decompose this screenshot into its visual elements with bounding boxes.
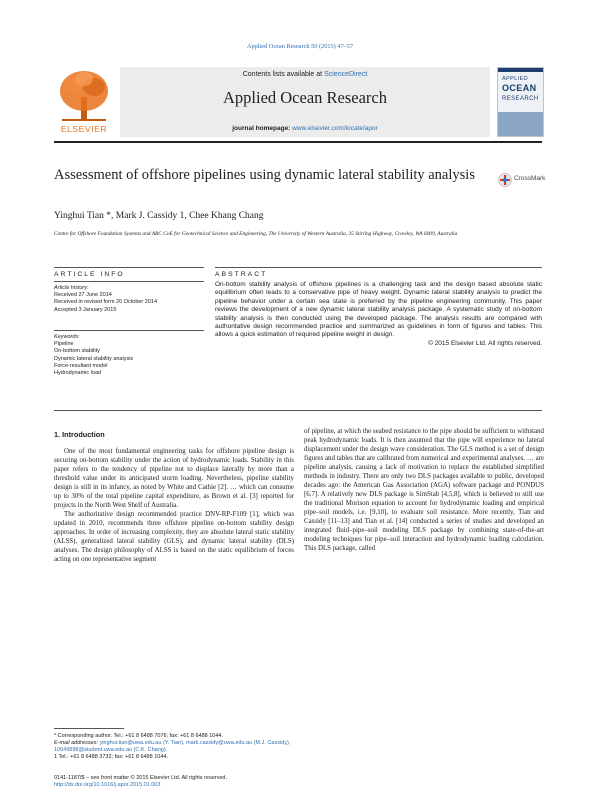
footnote-corresponding: * Corresponding author. Tel.: +61 8 6488 7076; fax: +61 8 6488 1044. [54,733,224,739]
left-text-column [54,447,294,717]
paragraph: One of the most fundamental engineering tasks for offshore pipeline design is securing on-bottom stability under the action of hydrodynamic loads. Stability in this paper refers to the tendency of pipeline not to displace laterally by more than a threshold value under its anticipated storm loading. Nevertheless, pipeline stability design is still in its infancy, as noted by White and Cathie [2]. … which can consume up to 30% of the total pipeline capital expenditure, as Brown et al. [3] reported for projects in the North West Shelf of Australia. [54,448,294,509]
history-label: Article history: [54,285,89,291]
contents-available-line [120,71,490,78]
abstract-heading: ABSTRACT [215,271,268,278]
keyword-item: Pipeline [54,341,74,348]
footnotes [54,733,294,761]
keyword-item: On-bottom stability [54,348,100,355]
right-text-column [304,427,544,767]
sciencedirect-link[interactable]: ScienceDirect [324,71,368,78]
keywords [54,334,204,377]
homepage-link[interactable]: www.elsevier.com/locate/apor [292,125,378,132]
emails-label: E-mail addresses: [54,740,99,746]
abstract-text: On-bottom stability analysis of offshore pipelines is a challenging task and the design based absolute static equilibrium often leads to a conservative pipe of heavy weight. Dynamic lateral stability analysis to predict the pipeline behavior under a certain sea state is preferred by the pipeline engineering community. This paper reviews the development of a new dynamic lateral stability analysis package. A systematic study of on-bottom stability analysis is then conducted using the developed package. The analysis results are compared with authoritative design recommended practice and summarized as guidelines in form of figures and tables. This allows a quick estimation of required pipeline weight in design. [215,281,542,339]
paragraph: The authoritative design recommended practice DNV-RP-F109 [1], which was updated in 2010, recommends three offshore pipeline on-bottom stability design approaches. In order of increasing complexity, they are absolute lateral static stability (ALSS), generalized lateral stability (GLS), and dynamic lateral stability (DLS) analyses. The design philosophy of ALSS is based on the static equilibrium of forces acting on one representative segment [54,511,294,563]
cover-word-applied: APPLIED [502,76,529,82]
footnote-tel: 1 Tel.: +61 8 6488 3732; fax: +61 8 6488 1044. [54,754,168,760]
keywords-label: Keywords: [54,334,80,340]
footnote-rule [54,728,124,729]
article-info-heading: ARTICLE INFO [54,271,125,278]
footnote-emails [54,740,294,754]
journal-cover-thumbnail [497,67,544,137]
keywords-rule [54,330,204,331]
crossmark-badge[interactable] [498,172,544,188]
article-info-subrule [54,281,204,282]
journal-reference[interactable]: Applied Ocean Research 50 (2015) 47–57 [246,43,354,50]
article-info-rule [54,267,204,268]
cover-image [498,112,543,136]
contents-prefix: Contents lists available at [242,71,323,78]
cover-top-bar [498,68,543,72]
abstract-bottom-rule [54,410,542,411]
author-affiliation: Centre for Offshore Foundation Systems and ARC CoE for Geotechnical Science and Engineering, The University of Western Australia, 35 Stirling Highway, Crawley, WA 6009, Australia [54,231,458,237]
history-received: Received 27 June 2014 [54,292,112,299]
page-footer [54,775,314,789]
keyword-item: Force-resultant model [54,362,108,369]
history-accepted: Accepted 3 January 2015 [54,306,117,313]
journal-title: Applied Ocean Research [222,88,387,107]
issn-line: 0141-1187/$ – see front matter © 2015 Elsevier Ltd. All rights reserved. [54,775,228,781]
journal-homepage-line [120,125,490,132]
abstract-rule [215,267,542,268]
doi-link[interactable]: http://dx.doi.org/10.1016/j.apor.2015.01.003 [54,782,161,788]
author-list: Yinghui Tian *, Mark J. Cassidy 1, Chee Khang Chang [54,211,264,221]
publisher-wordmark: ELSEVIER [60,124,108,134]
homepage-prefix: journal homepage: [232,125,291,132]
keyword-item: Dynamic lateral stability analysis [54,355,134,362]
article-title: Assessment of offshore pipelines using dynamic lateral stability analysis [54,167,475,183]
cover-word-research: RESEARCH [502,96,539,102]
paragraph: of pipeline, at which the seabed resistance to the pipe should be sufficient to withstand peak hydrodynamic loads. It is then assumed that the pipe will experience no lateral displacement under the design wave consideration. The GLS method is a set of design figures and tables that are calibrated from numerical and experimental analyses. … are pipeline analysis, causing a lack of motivation to replace the established simplified methods in industry. There are only two DLS packages available to public, developed decades ago: the American Gas Association (AGA) software package and PONDUS [6,7]. A relatively new DLS package is SimStab [4,5,8], which is believed to still use the traditional Morison equation to account for hydrodynamic loading and empirical pipe–soil models, i.e. [9,10], to evaluate soil resistance. More recently, Tian and Cassidy [11–13] and Tian et al. [14] conducted a series of studies and developed an integrated fluid–pipe–soil modeling DLS package by combining state-of-the-art modeling techniques for pipe–soil interaction and hydrodynamic loading calculation. This DLS package, called [304,428,544,552]
abstract-copyright: © 2015 Elsevier Ltd. All rights reserved. [428,339,542,347]
introduction-heading: 1. Introduction [54,430,105,439]
header-rule [54,141,542,143]
article-history [54,285,204,314]
cover-word-ocean: OCEAN [502,83,537,93]
abstract-body [215,281,542,348]
crossmark-icon [498,173,512,187]
history-revised: Received in revised form 20 October 2014 [54,299,158,306]
crossmark-label: CrossMark [514,175,546,182]
keyword-item: Hydrodynamic load [54,370,102,377]
email-links[interactable]: yinghui.tian@uwa.edu.au (Y. Tian), mark.cassidy@uwa.edu.au (M.J. Cassidy), 10649898@student.uwa.edu.au (C.K. Chang). [54,740,291,753]
